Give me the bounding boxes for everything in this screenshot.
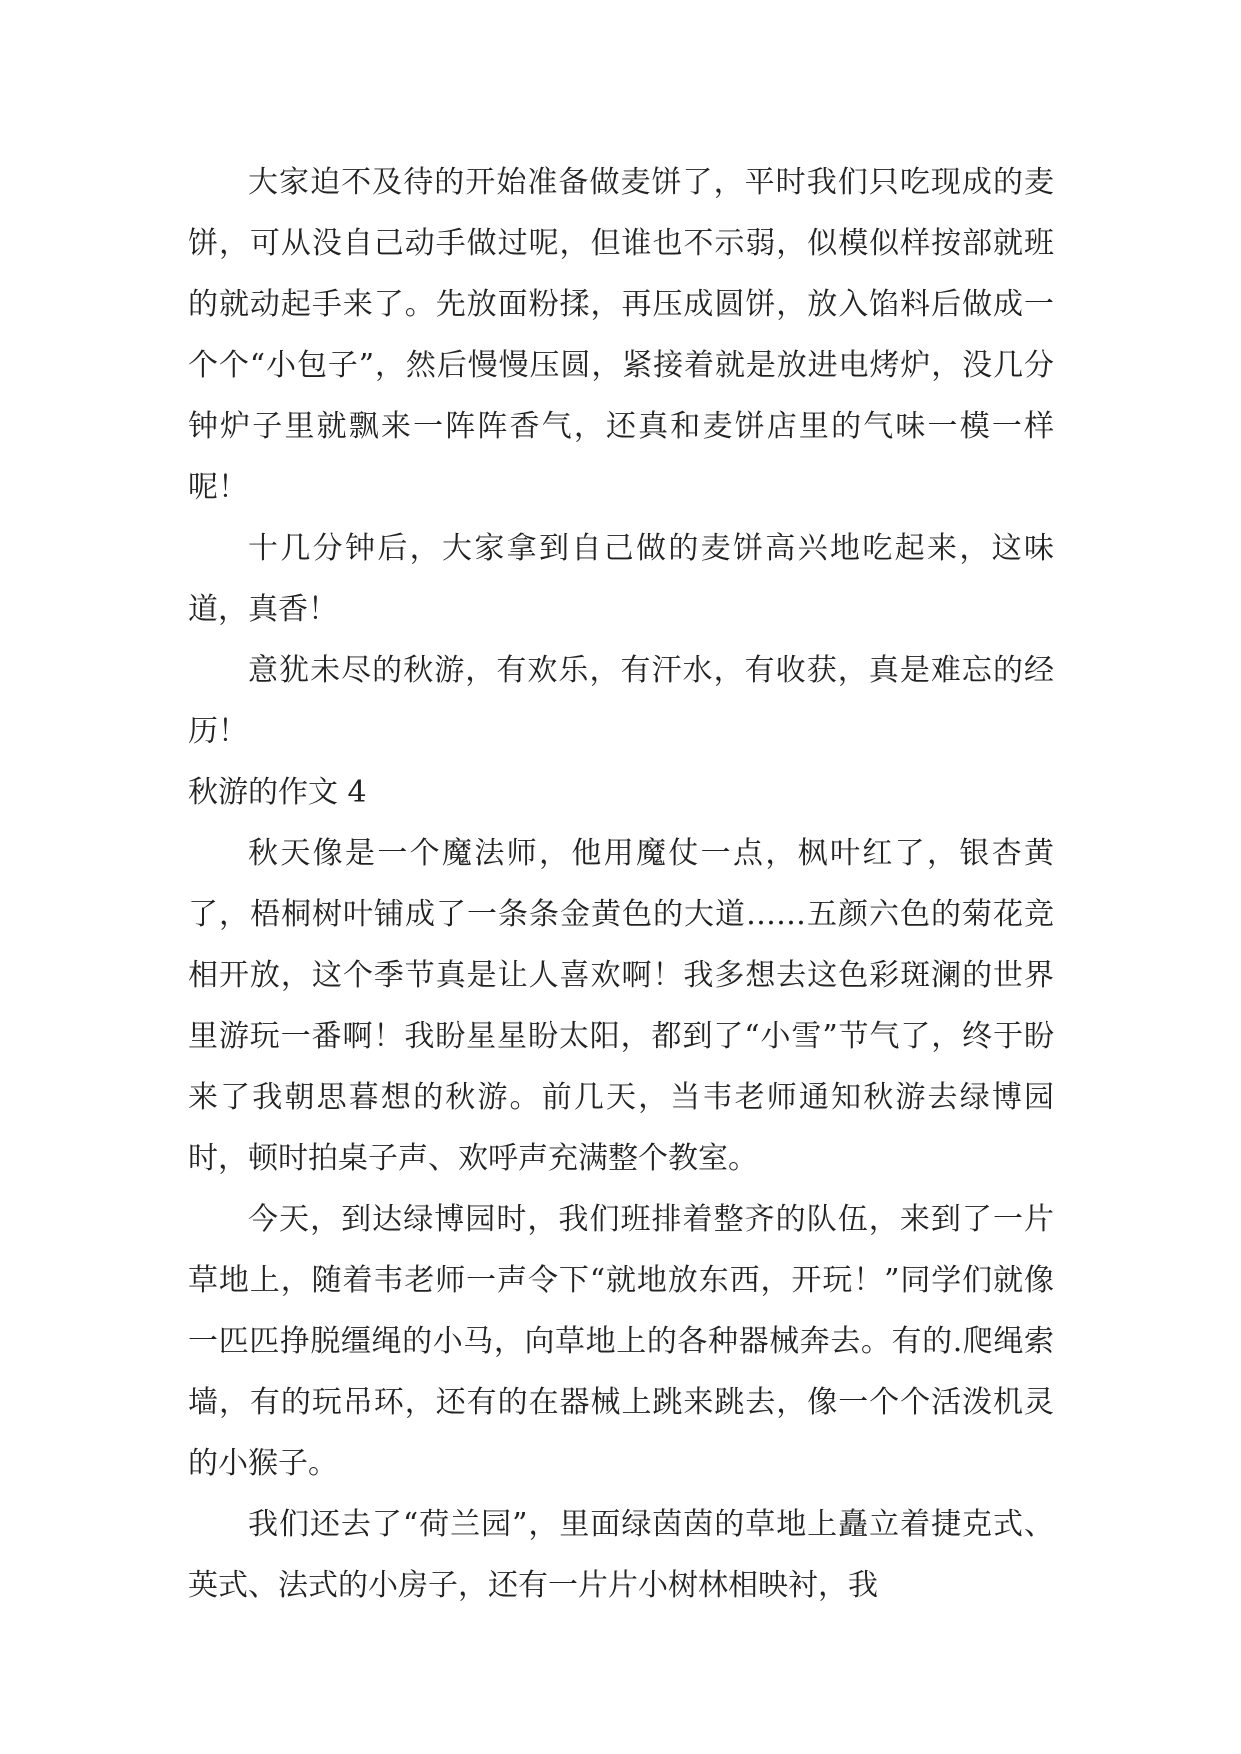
paragraph-making-wheat-cakes: 大家迫不及待的开始准备做麦饼了，平时我们只吃现成的麦饼，可从没自己动手做过呢，但谁也不示弱，似模似样按部就班的就动起手来了。先放面粉揉，再压成圆饼，放入馅料后做成一个个“小包子”，然后慢慢压圆，紧接着就是放进电烤炉，没几分钟炉子里就飘来一阵阵香气，还真和麦饼店里的气味一模一样呢！ — [188, 165, 1054, 505]
paragraph-eating-cakes: 十几分钟后，大家拿到自己做的麦饼高兴地吃起来，这味道，真香！ — [188, 531, 1054, 627]
paragraph-holland-garden: 我们还去了“荷兰园”，里面绿茵茵的草地上矗立着捷克式、英式、法式的小房子，还有一片片小树林相映衬，我 — [188, 1507, 1054, 1603]
document-body — [188, 152, 1054, 1616]
paragraph-autumn-magician: 秋天像是一个魔法师，他用魔仗一点，枫叶红了，银杏黄了，梧桐树叶铺成了一条条金黄色的大道……五颜六色的菊花竞相开放，这个季节真是让人喜欢啊！我多想去这色彩斑澜的世界里游玩一番啊！我盼星星盼太阳，都到了“小雪”节气了，终于盼来了我朝思暮想的秋游。前几天，当韦老师通知秋游去绿博园时，顿时拍桌子声、欢呼声充满整个教室。 — [188, 836, 1054, 1176]
section-title: 秋游的作文 4 — [188, 775, 367, 810]
paragraph-conclusion: 意犹未尽的秋游，有欢乐，有汗水，有收获，真是难忘的经历！ — [188, 653, 1054, 749]
paragraph-arrival-green-expo: 今天，到达绿博园时，我们班排着整齐的队伍，来到了一片草地上，随着韦老师一声令下“就地放东西，开玩！”同学们就像一匹匹挣脱缰绳的小马，向草地上的各种器械奔去。有的.爬绳索墙，有的玩吊环，还有的在器械上跳来跳去，像一个个活泼机灵的小猴子。 — [188, 1202, 1054, 1481]
